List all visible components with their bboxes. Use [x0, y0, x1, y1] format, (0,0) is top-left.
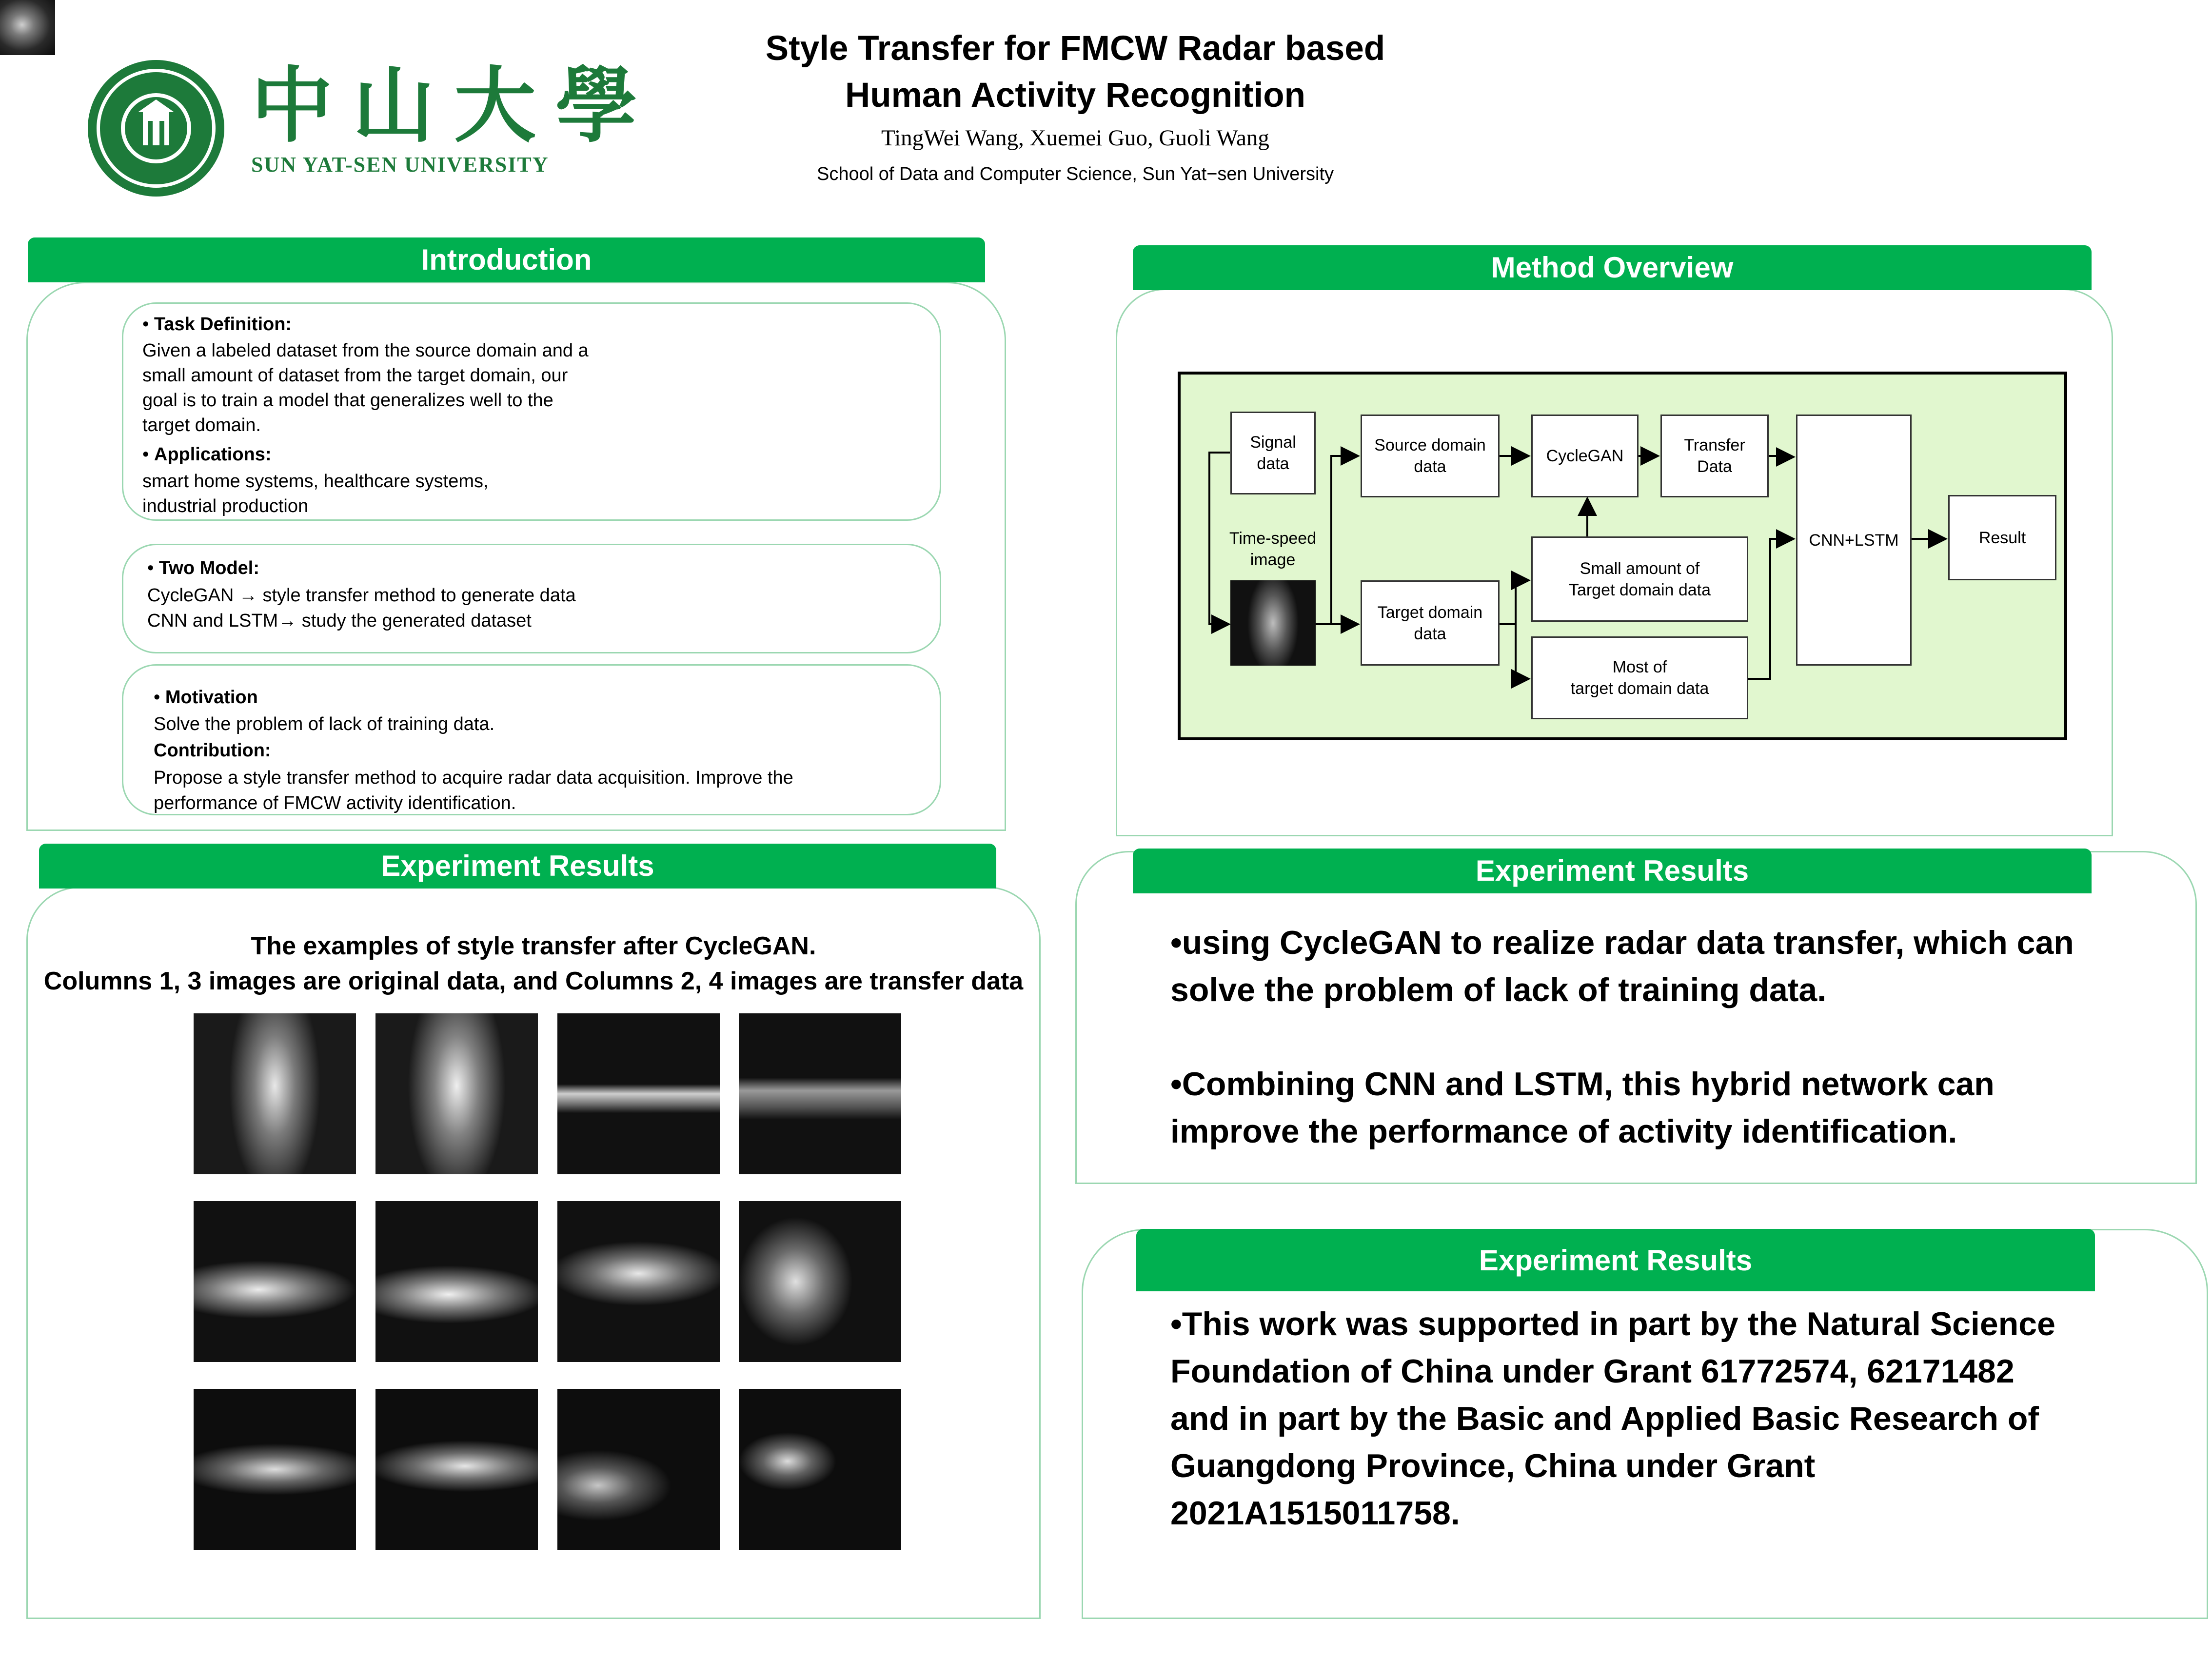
node-most-target-data: Most of target domain data [1531, 636, 1748, 719]
motivation-text: Solve the problem of lack of training data. [154, 714, 495, 734]
funding-line-4: Guangdong Province, China under Grant [1170, 1447, 1816, 1484]
spectrogram-image-r1-c3 [557, 1013, 720, 1174]
contribution-title: Contribution: [154, 740, 271, 761]
spectrogram-image-r1-c2 [375, 1013, 538, 1174]
spectrogram-image-r1-c1 [194, 1013, 356, 1174]
node-result: Result [1948, 495, 2056, 580]
motivation-title: • Motivation [154, 687, 258, 708]
method-overview-heading: Method Overview [1133, 245, 2092, 290]
result-bullet2-line2: improve the performance of activity identification. [1170, 1113, 1957, 1150]
university-name-chinese: 中山大學 [251, 57, 657, 154]
funding-line-1: •This work was supported in part by the Natural Science [1170, 1305, 2055, 1343]
contribution-line-2: performance of FMCW activity identification. [154, 793, 516, 813]
funding-line-2: Foundation of China under Grant 61772574, 62171482 [1170, 1353, 2014, 1390]
node-cyclegan: CycleGAN [1531, 415, 1639, 497]
node-signal-data: Signal data [1230, 412, 1316, 494]
time-speed-image-thumbnail [1230, 580, 1316, 666]
model-line-1: CycleGAN → style transfer method to generate data [147, 585, 576, 606]
task-definition-title: • Task Definition: [142, 314, 292, 335]
experiment-results-heading-left: Experiment Results [39, 844, 996, 889]
two-model-title: • Two Model: [147, 558, 260, 578]
contribution-line-1: Propose a style transfer method to acquire radar data acquisition. Improve the [154, 768, 793, 788]
node-transfer-data: Transfer Data [1660, 415, 1769, 497]
funding-line-3: and in part by the Basic and Applied Basic Research of [1170, 1400, 2039, 1437]
result-bullet1-line1: •using CycleGAN to realize radar data transfer, which can [1170, 924, 2074, 961]
figure-caption-line2: Columns 1, 3 images are original data, and Columns 2, 4 images are transfer data [43, 967, 1024, 995]
applications-line-1: smart home systems, healthcare systems, [142, 471, 489, 492]
node-small-target-data: Small amount of Target domain data [1531, 536, 1748, 622]
affiliation: School of Data and Computer Science, Sun Yat−sen University [816, 164, 1334, 184]
applications-title: • Applications: [142, 444, 272, 465]
university-name-english: SUN YAT-SEN UNIVERSITY [251, 153, 549, 177]
result-bullet1-line2: solve the problem of lack of training data. [1170, 971, 1827, 1008]
task-line-4: target domain. [142, 415, 261, 435]
authors: TingWei Wang, Xuemei Guo, Guoli Wang [881, 125, 1269, 151]
spectrogram-image-r3-c3 [557, 1389, 720, 1550]
node-source-domain-data: Source domain data [1361, 415, 1500, 497]
funding-line-5: 2021A1515011758. [1170, 1495, 1460, 1532]
spectrogram-image-r1-c4 [739, 1013, 901, 1174]
task-line-2: small amount of dataset from the target domain, our [142, 365, 568, 386]
spectrogram-image-r3-c1 [194, 1389, 356, 1550]
spectrogram-image-r2-c3 [557, 1201, 720, 1362]
node-cnn-lstm: CNN+LSTM [1796, 415, 1912, 666]
spectrogram-image-r2-c1 [194, 1201, 356, 1362]
introduction-heading: Introduction [28, 237, 985, 282]
task-line-3: goal is to train a model that generalizes well to the [142, 390, 553, 411]
poster-title-line2: Human Activity Recognition [845, 76, 1306, 115]
experiment-results-heading-right-top: Experiment Results [1133, 849, 2092, 893]
applications-line-2: industrial production [142, 496, 309, 516]
figure-caption-line1: The examples of style transfer after CycleGAN. [251, 932, 816, 960]
spectrogram-image-r2-c2 [375, 1201, 538, 1362]
result-bullet2-line1: •Combining CNN and LSTM, this hybrid network can [1170, 1066, 1995, 1103]
node-time-speed-image-label: Time-speed image [1229, 529, 1317, 569]
poster-title-line1: Style Transfer for FMCW Radar based [765, 29, 1385, 68]
task-line-1: Given a labeled dataset from the source domain and a [142, 340, 589, 361]
spectrogram-image-r3-c2 [375, 1389, 538, 1550]
node-target-domain-data: Target domain data [1361, 580, 1500, 666]
model-line-2: CNN and LSTM→ study the generated dataset [147, 611, 532, 631]
experiment-results-heading-right-bottom: Experiment Results [1136, 1229, 2095, 1291]
spectrogram-image-r3-c4 [739, 1389, 901, 1550]
spectrogram-image-r2-c4 [739, 1201, 901, 1362]
